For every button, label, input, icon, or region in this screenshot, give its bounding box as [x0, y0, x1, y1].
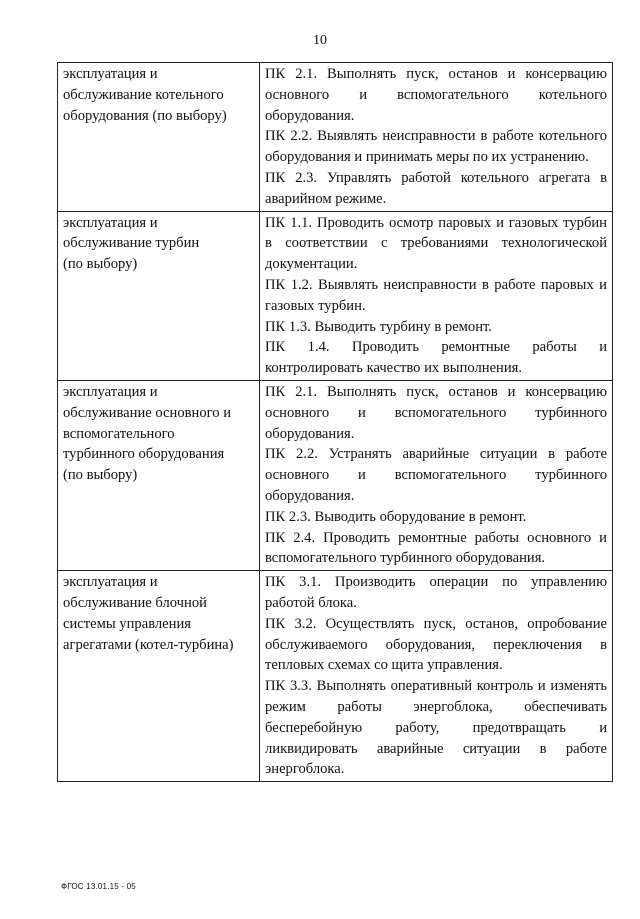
competence-item: ПК 1.3. Выводить турбину в ремонт. — [265, 318, 492, 335]
competence-item: ПК 2.3. Выводить оборудование в ремонт. — [265, 508, 527, 525]
activity-line: эксплуатация и — [63, 383, 158, 400]
competence-cell — [260, 63, 613, 212]
table-row — [58, 571, 613, 782]
activity-line: системы управления — [63, 615, 191, 632]
activity-cell — [58, 211, 260, 380]
activity-line: агрегатами (котел-турбина) — [63, 636, 234, 653]
competence-item: ПК 2.2. Устранять аварийные ситуации в работе основного и вспомогательного турбинного оборудования. — [265, 446, 607, 504]
competence-item: ПК 2.4. Проводить ремонтные работы основного и вспомогательного турбинного оборудования. — [265, 529, 607, 567]
activity-cell — [58, 571, 260, 782]
competence-item: ПК 3.2. Осуществлять пуск, останов, опробование обслуживаемого оборудования, переключения в тепловых схемах со щита управления. — [265, 615, 607, 674]
competence-cell — [260, 571, 613, 782]
competence-table — [57, 62, 613, 782]
table-row — [58, 63, 613, 212]
competence-item: ПК 1.2. Выявлять неисправности в работе паровых и газовых турбин. — [265, 276, 607, 314]
competence-item: ПК 2.2. Выявлять неисправности в работе котельного оборудования и принимать меры по их устранению. — [265, 128, 607, 166]
activity-line: обслуживание блочной — [63, 594, 207, 611]
activity-line: оборудования (по выбору) — [63, 107, 227, 124]
activity-cell — [58, 63, 260, 212]
competence-item: ПК 1.4. Проводить ремонтные работы и контролировать качество их выполнения. — [265, 339, 607, 377]
competence-item: ПК 3.3. Выполнять оперативный контроль и изменять режим работы энергоблока, обеспечивать бесперебойную работу, предотвращать и ликвидировать аварийные ситуации в работе энергоблока. — [265, 678, 607, 778]
competence-item: ПК 2.1. Выполнять пуск, останов и консервацию основного и вспомогательного котельного оборудования. — [265, 66, 607, 124]
activity-line: эксплуатация и — [63, 574, 158, 591]
activity-cell — [58, 380, 260, 570]
activity-line: эксплуатация и — [63, 66, 158, 82]
table-row — [58, 380, 613, 570]
activity-line: обслуживание основного и — [63, 404, 232, 421]
activity-line: турбинного оборудования — [63, 446, 225, 463]
competence-cell — [260, 380, 613, 570]
activity-line: обслуживание котельного — [63, 86, 224, 103]
competence-item: ПК 2.3. Управлять работой котельного агрегата в аварийном режиме. — [265, 169, 607, 207]
activity-line: (по выбору) — [63, 256, 138, 273]
page-number: 10 — [313, 33, 327, 48]
competence-cell — [260, 211, 613, 380]
activity-line: обслуживание турбин — [63, 235, 200, 252]
document-code-footer: ФГОС 13.01.15 - 05 — [61, 882, 136, 891]
table-row — [58, 211, 613, 380]
competence-item: ПК 1.1. Проводить осмотр паровых и газовых турбин в соответствии с требованиями технологической документации. — [265, 214, 607, 273]
activity-line: эксплуатация и — [63, 214, 158, 231]
activity-line: вспомогательного — [63, 425, 175, 442]
activity-line: (по выбору) — [63, 467, 138, 484]
competence-item: ПК 3.1. Производить операции по управлению работой блока. — [265, 574, 607, 611]
competence-item: ПК 2.1. Выполнять пуск, останов и консервацию основного и вспомогательного турбинного оборудования. — [265, 383, 607, 442]
